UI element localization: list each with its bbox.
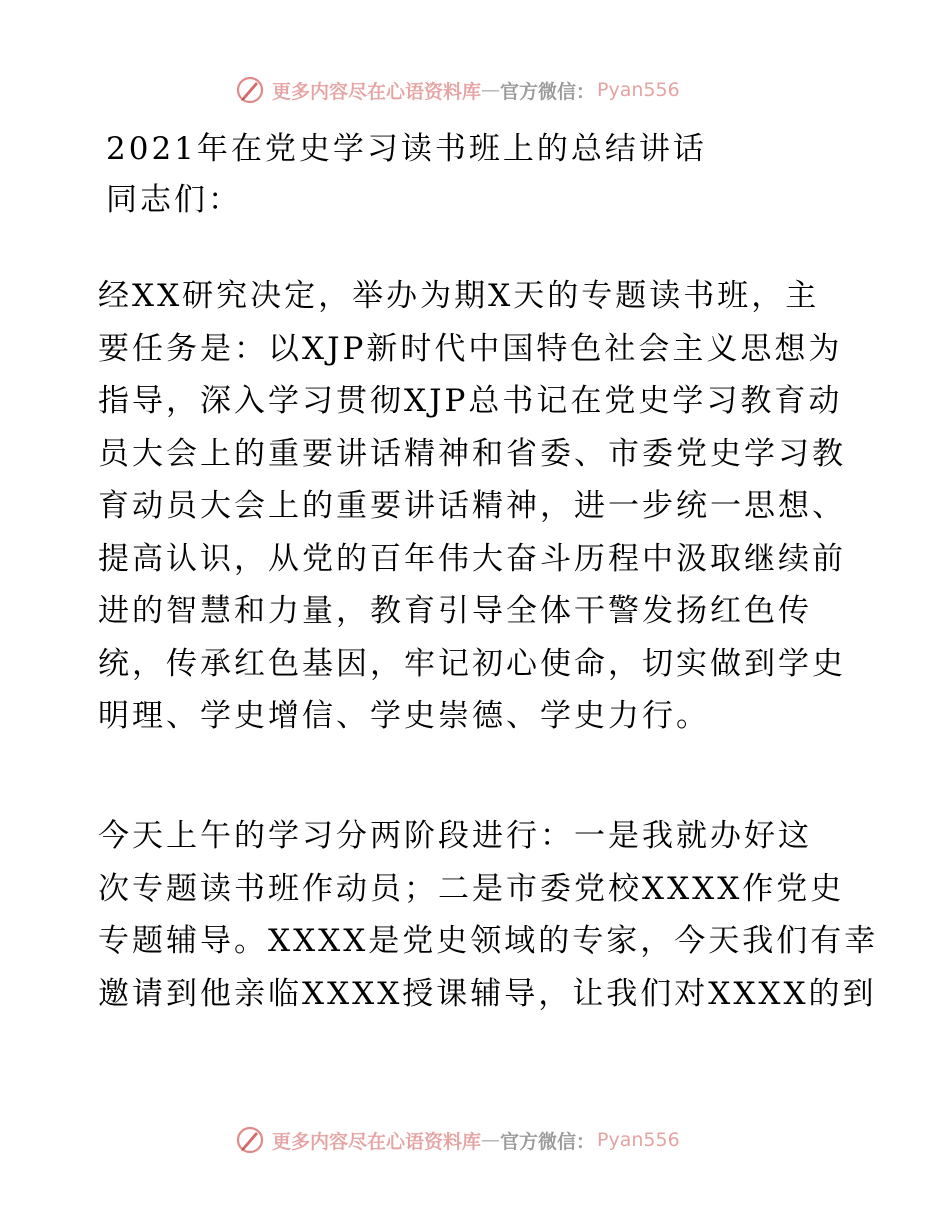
paragraph-2 bbox=[98, 810, 878, 1020]
quill-circle-icon bbox=[234, 74, 266, 106]
salutation: 同志们： bbox=[106, 182, 242, 218]
paragraph-line: 次专题读书班作动员；二是市委党校XXXX作党史 bbox=[98, 870, 845, 907]
watermark-sub-text: 官方微信： bbox=[500, 80, 596, 103]
paragraph-line: 提高认识，从党的百年伟大奋斗历程中汲取继续前 bbox=[98, 540, 846, 577]
watermark-main-text: 更多内容尽在心语资料库 bbox=[272, 80, 482, 103]
watermark-header bbox=[234, 74, 714, 106]
paragraph-line: 今天上午的学习分两阶段进行：一是我就办好这 bbox=[98, 818, 812, 854]
paragraph-line: 员大会上的重要讲话精神和省委、市委党史学习教 bbox=[98, 435, 846, 472]
watermark-dash: — bbox=[481, 1129, 501, 1151]
document-title: 2021年在党史学习读书班上的总结讲话 bbox=[106, 131, 707, 167]
quill-circle-icon bbox=[234, 1124, 266, 1156]
watermark-main-text: 更多内容尽在心语资料库 bbox=[272, 1130, 482, 1153]
watermark-sub-text: 官方微信： bbox=[500, 1130, 596, 1153]
paragraph-line: 进的智慧和力量，教育引导全体干警发扬红色传 bbox=[98, 593, 812, 629]
paragraph-line: 要任务是：以XJP新时代中国特色社会主义思想为 bbox=[98, 330, 843, 367]
paragraph-line: 专题辅导。XXXX是党史领域的专家，今天我们有幸 bbox=[98, 923, 879, 959]
paragraph-line: 统，传承红色基因，牢记初心使命，切实做到学史 bbox=[98, 645, 846, 682]
watermark-wechat-id: Pyan556 bbox=[597, 79, 680, 101]
watermark-dash: — bbox=[481, 79, 501, 101]
watermark-wechat-id: Pyan556 bbox=[597, 1129, 680, 1151]
paragraph-line: 明理、学史增信、学史崇德、学史力行。 bbox=[98, 698, 710, 734]
paragraph-line: 邀请到他亲临XXXX授课辅导，让我们对XXXX的到 bbox=[98, 975, 877, 1012]
watermark-footer bbox=[234, 1124, 714, 1156]
paragraph-line: 经XX研究决定，举办为期X天的专题读书班，主 bbox=[98, 278, 820, 314]
paragraph-line: 指导，深入学习贯彻XJP总书记在党史学习教育动 bbox=[98, 383, 843, 419]
paragraph-1 bbox=[98, 270, 878, 743]
paragraph-line: 育动员大会上的重要讲话精神，进一步统一思想、 bbox=[98, 488, 846, 524]
